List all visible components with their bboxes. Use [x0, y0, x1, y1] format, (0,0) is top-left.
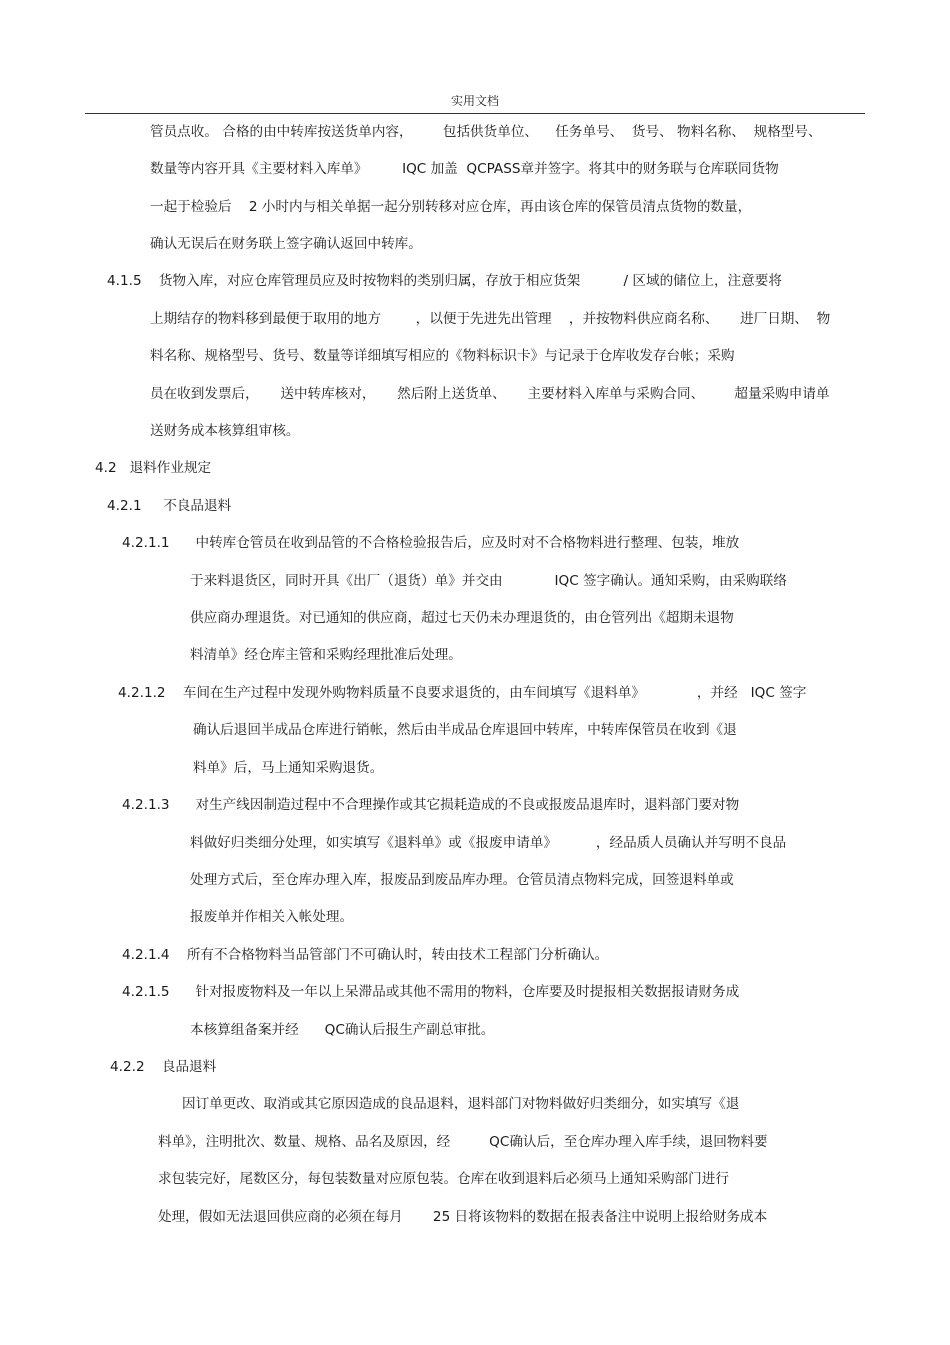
- section-heading-4-2: 4.2 退料作业规定: [95, 460, 212, 476]
- text-line: 料做好归类细分处理，如实填写《退料单》或《报废申请单》 ，经品质人员确认并写明不良品: [190, 835, 787, 851]
- text-line: 上期结存的物料移到最便于取用的地方 ，以便于先进先出管理 ，并按物料供应商名称、 进厂日期、 物: [150, 311, 831, 327]
- text-line: 一起于检验后 2 小时内与相关单据一起分别转移对应仓库，再由该仓库的保管员清点货物的数量，: [150, 199, 752, 215]
- text-line: 求包装完好，尾数区分，每包装数量对应原包装。仓库在收到退料后必须马上通知采购部门进行: [158, 1171, 729, 1187]
- section-heading-4-2-1-1: 4.2.1.1 中转库仓管员在收到品管的不合格检验报告后，应及时对不合格物料进行整理、包装，堆放: [122, 535, 740, 551]
- header-divider: [85, 113, 865, 114]
- text-line: 确认后退回半成品仓库进行销帐，然后由半成品仓库退回中转库，中转库保管员在收到《退: [193, 722, 737, 738]
- page-header: 实用文档: [450, 94, 499, 108]
- text-line: 本核算组备案并经 QC确认后报生产副总审批。: [190, 1022, 495, 1038]
- text-line: 料单》，注明批次、数量、规格、品名及原因，经 QC确认后，至仓库办理入库手续，退回物料要: [158, 1134, 768, 1150]
- text-line: 于来料退货区，同时开具《出厂（退货）单》并交由 IQC 签字确认。通知采购，由采购联络: [190, 573, 787, 589]
- section-heading-4-2-1-2: 4.2.1.2 车间在生产过程中发现外购物料质量不良要求退货的，由车间填写《退料单》 ，并经 IQC 签字: [118, 685, 807, 701]
- section-heading-4-2-1: 4.2.1 不良品退料: [107, 498, 232, 514]
- section-heading-4-2-1-4: 4.2.1.4 所有不合格物料当品管部门不可确认时，转由技术工程部门分析确认。: [122, 947, 609, 963]
- text-line: 管员点收。 合格的由中转库按送货单内容， 包括供货单位、 任务单号、 货号、 物料名称、 规格型号、: [150, 124, 822, 140]
- text-line: 料清单》经仓库主管和采购经理批准后处理。: [190, 647, 462, 663]
- text-line: 处理方式后，至仓库办理入库，报废品到废品库办理。仓管员清点物料完成，回签退料单或: [190, 872, 734, 888]
- text-line: 供应商办理退货。对已通知的供应商，超过七天仍未办理退货的，由仓管列出《超期未退物: [190, 610, 734, 626]
- section-heading-4-2-2: 4.2.2 良品退料: [110, 1059, 217, 1075]
- text-line: 因订单更改、取消或其它原因造成的良品退料，退料部门对物料做好归类细分，如实填写《退: [182, 1096, 740, 1112]
- text-line: 料单》后，马上通知采购退货。: [193, 760, 384, 776]
- text-line: 数量等内容开具《主要材料入库单》 IQC 加盖 QCPASS章并签字。将其中的财务联与仓库联同货物: [150, 161, 779, 177]
- text-line: 处理，假如无法退回供应商的必须在每月 25 日将该物料的数据在报表备注中说明上报给财务成本: [158, 1209, 768, 1225]
- section-heading-4-1-5: 4.1.5 货物入库，对应仓库管理员应及时按物料的类别归属，存放于相应货架 / 区域的储位上，注意要将: [107, 273, 782, 289]
- text-line: 确认无误后在财务联上签字确认返回中转库。: [150, 236, 422, 252]
- section-heading-4-2-1-3: 4.2.1.3 对生产线因制造过程中不合理操作或其它损耗造成的不良或报废品退库时，退料部门要对物: [122, 797, 740, 813]
- section-heading-4-2-1-5: 4.2.1.5 针对报废物料及一年以上呆滞品或其他不需用的物料，仓库要及时提报相关数据报请财务成: [122, 984, 740, 1000]
- text-line: 报废单并作相关入帐处理。: [190, 909, 354, 925]
- text-line: 料名称、规格型号、货号、数量等详细填写相应的《物料标识卡》与记录于仓库收发存台帐；采购: [150, 348, 735, 364]
- text-line: 员在收到发票后， 送中转库核对， 然后附上送货单、 主要材料入库单与采购合同、 超量采购申请单: [150, 386, 830, 402]
- text-line: 送财务成本核算组审核。: [150, 423, 300, 439]
